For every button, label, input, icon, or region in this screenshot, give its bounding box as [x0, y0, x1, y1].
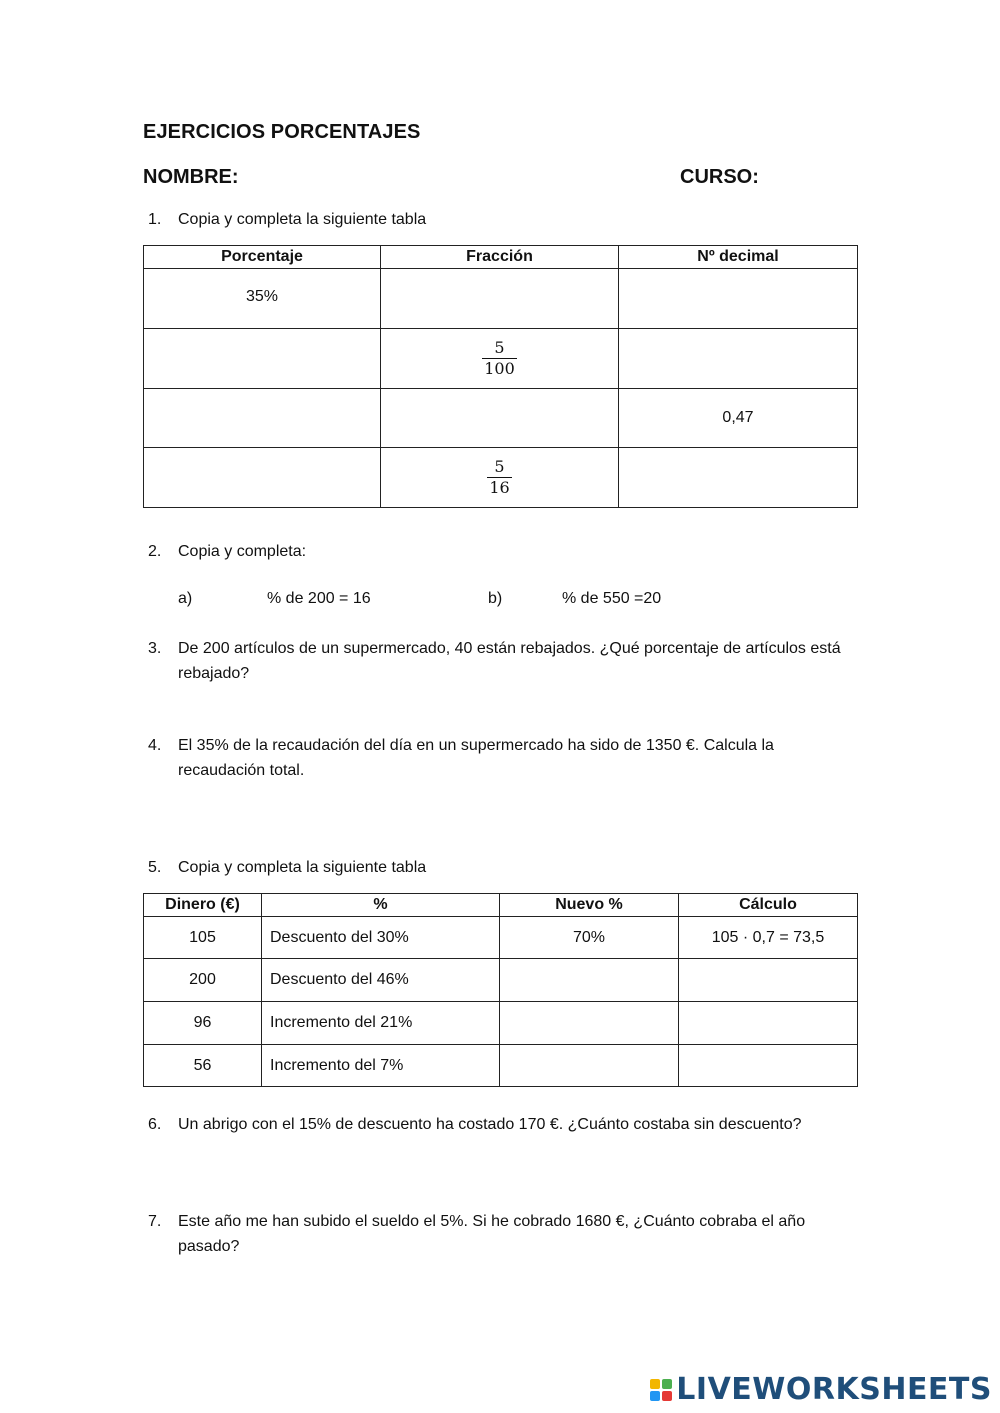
question-number: 2.	[148, 543, 162, 560]
header-calculation: Cálculo	[679, 894, 858, 917]
header-fraction: Fracción	[381, 246, 619, 269]
logo-block	[650, 1379, 660, 1389]
question-1	[148, 207, 848, 232]
question-text: Copia y completa la siguiente tabla	[178, 859, 427, 876]
question-text: Este año me han subido el sueldo el 5%. Si he cobrado 1680 €, ¿Cuánto cobraba el año pasado?	[178, 1213, 806, 1255]
fraction-cell	[381, 329, 619, 389]
question-2	[148, 539, 848, 564]
percent-cell[interactable]	[144, 329, 381, 389]
name-label: NOMBRE:	[143, 166, 239, 188]
question-3	[148, 636, 848, 686]
table-row	[144, 448, 858, 508]
new-percent-cell[interactable]	[500, 959, 679, 1002]
decimal-cell: 0,47	[619, 389, 858, 448]
question-number: 1.	[148, 211, 162, 228]
money-cell: 200	[144, 959, 262, 1002]
logo-block	[662, 1379, 672, 1389]
calculation-cell[interactable]	[679, 1045, 858, 1087]
question-text: El 35% de la recaudación del día en un supermercado ha sido de 1350 €. Calcula la recaudación total.	[178, 737, 774, 779]
percent-cell: Descuento del 46%	[262, 959, 500, 1002]
percent-cell: Incremento del 21%	[262, 1002, 500, 1045]
fraction: $\frac{5}{16}$	[489, 457, 510, 497]
money-cell: 56	[144, 1045, 262, 1087]
new-percent-cell[interactable]	[500, 1045, 679, 1087]
question-4	[148, 733, 848, 783]
calculation-cell: 105 · 0,7 = 73,5	[679, 917, 858, 959]
question-text: De 200 artículos de un supermercado, 40 están rebajados. ¿Qué porcentaje de artículos está rebajado?	[178, 640, 841, 682]
calculation-cell[interactable]	[679, 1002, 858, 1045]
table-row	[144, 389, 858, 448]
percent-cell[interactable]	[144, 389, 381, 448]
question-text: Un abrigo con el 15% de descuento ha costado 170 €. ¿Cuánto costaba sin descuento?	[178, 1116, 802, 1133]
money-cell: 96	[144, 1002, 262, 1045]
question-number: 3.	[148, 640, 162, 657]
item-a-text: % de 200 = 16	[267, 590, 371, 607]
header-percent: Porcentaje	[144, 246, 381, 269]
question-text: Copia y completa:	[178, 543, 307, 560]
question-number: 7.	[148, 1213, 162, 1230]
percent-cell: Incremento del 7%	[262, 1045, 500, 1087]
header-decimal: Nº decimal	[619, 246, 858, 269]
question-5	[148, 855, 848, 880]
question-text: Copia y completa la siguiente tabla	[178, 211, 427, 228]
logo-block	[662, 1391, 672, 1401]
table-header-row	[144, 894, 858, 917]
table-row	[144, 329, 858, 389]
fraction-cell[interactable]	[381, 389, 619, 448]
decimal-cell[interactable]	[619, 269, 858, 329]
table-row	[144, 959, 858, 1002]
percent-cell: Descuento del 30%	[262, 917, 500, 959]
fraction-cell[interactable]	[381, 269, 619, 329]
percent-fraction-table	[143, 245, 858, 508]
table-row	[144, 917, 858, 959]
percent-cell: 35%	[144, 269, 381, 329]
page-title: EJERCICIOS PORCENTAJES	[143, 121, 421, 143]
new-percent-cell: 70%	[500, 917, 679, 959]
new-percent-cell[interactable]	[500, 1002, 679, 1045]
decimal-cell[interactable]	[619, 448, 858, 508]
question-7	[148, 1209, 848, 1259]
decimal-cell[interactable]	[619, 329, 858, 389]
question-number: 5.	[148, 859, 162, 876]
header-new-percent: Nuevo %	[500, 894, 679, 917]
header-money: Dinero (€)	[144, 894, 262, 917]
table-row	[144, 1045, 858, 1087]
course-label: CURSO:	[680, 166, 759, 188]
question-number: 6.	[148, 1116, 162, 1133]
calculation-cell[interactable]	[679, 959, 858, 1002]
money-cell: 105	[144, 917, 262, 959]
item-b-text: % de 550 =20	[562, 590, 662, 607]
liveworksheets-logo	[650, 1372, 992, 1407]
item-b-label: b)	[488, 590, 503, 607]
brand-name: LIVEWORKSHEETS	[676, 1372, 992, 1407]
discount-table	[143, 893, 858, 1087]
percent-cell[interactable]	[144, 448, 381, 508]
logo-block	[650, 1391, 660, 1401]
header-percent: %	[262, 894, 500, 917]
fraction: $\frac{5}{100}$	[484, 338, 515, 378]
logo-blocks-icon	[650, 1379, 672, 1401]
table-header-row	[144, 246, 858, 269]
table-row	[144, 1002, 858, 1045]
question-number: 4.	[148, 737, 162, 754]
table-row	[144, 269, 858, 329]
question-6	[148, 1112, 848, 1137]
fraction-cell	[381, 448, 619, 508]
item-a-label: a)	[178, 590, 193, 607]
